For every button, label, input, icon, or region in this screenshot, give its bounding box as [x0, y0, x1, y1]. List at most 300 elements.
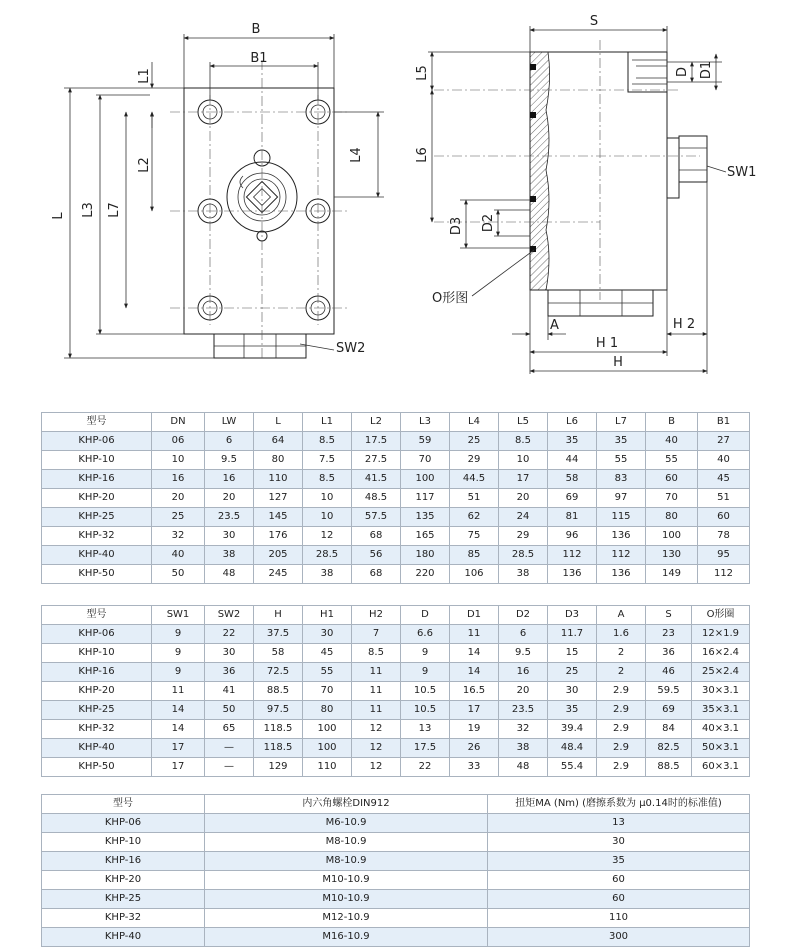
table-cell: 9	[401, 663, 450, 682]
model-cell: KHP-06	[42, 814, 205, 833]
column-header: L2	[352, 413, 401, 432]
table-row	[42, 928, 750, 947]
table-cell: 45	[698, 470, 750, 489]
dim-l4: L4	[349, 147, 364, 163]
table-cell: 10	[499, 451, 548, 470]
model-cell: KHP-06	[42, 432, 152, 451]
table-row	[42, 470, 750, 489]
table-row	[42, 625, 750, 644]
column-header: SW2	[205, 606, 254, 625]
table-cell: 30	[205, 527, 254, 546]
table-cell: 110	[488, 909, 750, 928]
dim-s: S	[589, 14, 599, 29]
table-cell: 13	[401, 720, 450, 739]
table-row	[42, 489, 750, 508]
column-header: 型号	[42, 413, 152, 432]
column-header: DN	[152, 413, 205, 432]
column-header: SW1	[152, 606, 205, 625]
model-cell: KHP-32	[42, 909, 205, 928]
model-cell: KHP-10	[42, 451, 152, 470]
table-cell: 17	[450, 701, 499, 720]
table-cell: 29	[499, 527, 548, 546]
table-cell: 17	[499, 470, 548, 489]
table-cell: 06	[152, 432, 205, 451]
table-cell: 16.5	[450, 682, 499, 701]
dimension-table-2	[41, 605, 750, 777]
dim-l1: L1	[137, 68, 152, 84]
column-header: D	[401, 606, 450, 625]
table-cell: 25	[548, 663, 597, 682]
table-row	[42, 758, 750, 777]
table-cell: 2	[597, 644, 646, 663]
table-cell: 84	[646, 720, 692, 739]
table-cell: 12	[352, 758, 401, 777]
table-cell: 14	[450, 644, 499, 663]
table-row	[42, 663, 750, 682]
model-cell: KHP-06	[42, 625, 152, 644]
table-cell: 30	[303, 625, 352, 644]
dim-l5: L5	[415, 65, 430, 81]
table-cell: —	[205, 739, 254, 758]
table-cell: 60×3.1	[692, 758, 750, 777]
table-cell: 29	[450, 451, 499, 470]
column-header: H	[254, 606, 303, 625]
column-header: D3	[548, 606, 597, 625]
table-cell: 75	[450, 527, 499, 546]
column-header: L5	[499, 413, 548, 432]
table-cell: 30	[205, 644, 254, 663]
table-cell: 19	[450, 720, 499, 739]
table-cell: 50	[152, 565, 205, 584]
table-cell: 81	[548, 508, 597, 527]
table-cell: 48.5	[352, 489, 401, 508]
table-cell: 118.5	[254, 720, 303, 739]
table-cell: 46	[646, 663, 692, 682]
label-sw1: SW1	[727, 165, 757, 180]
table-cell: 80	[254, 451, 303, 470]
table-cell: 10	[152, 451, 205, 470]
table-cell: 8.5	[499, 432, 548, 451]
table-cell: 41	[205, 682, 254, 701]
label-o-ring: O形图	[432, 291, 469, 306]
table-cell: 23.5	[499, 701, 548, 720]
table-cell: 9	[152, 644, 205, 663]
table-cell: 106	[450, 565, 499, 584]
table-row	[42, 833, 750, 852]
table-cell: 28.5	[499, 546, 548, 565]
model-cell: KHP-20	[42, 489, 152, 508]
table-cell: 136	[548, 565, 597, 584]
table-cell: 23.5	[205, 508, 254, 527]
table-cell: 112	[548, 546, 597, 565]
table-cell: 60	[488, 871, 750, 890]
table-row	[42, 909, 750, 928]
model-cell: KHP-32	[42, 720, 152, 739]
table-row	[42, 644, 750, 663]
table-cell: 9	[152, 625, 205, 644]
model-cell: KHP-16	[42, 852, 205, 871]
model-cell: KHP-20	[42, 682, 152, 701]
table-row	[42, 871, 750, 890]
column-header: L	[254, 413, 303, 432]
table-cell: 115	[597, 508, 646, 527]
table-cell: 38	[499, 739, 548, 758]
table-cell: 28.5	[303, 546, 352, 565]
table-cell: 129	[254, 758, 303, 777]
table-cell: 10	[303, 508, 352, 527]
table-cell: 117	[401, 489, 450, 508]
table-cell: 6	[499, 625, 548, 644]
table-row	[42, 432, 750, 451]
table-cell: 39.4	[548, 720, 597, 739]
table-cell: 83	[597, 470, 646, 489]
table-cell: 14	[152, 720, 205, 739]
table-cell: 11	[450, 625, 499, 644]
table-cell: 97	[597, 489, 646, 508]
table-row	[42, 739, 750, 758]
table-cell: 6	[205, 432, 254, 451]
table-cell: 96	[548, 527, 597, 546]
table-cell: 8.5	[303, 432, 352, 451]
table-row	[42, 852, 750, 871]
dim-l: L	[51, 212, 66, 220]
table-cell: M10-10.9	[205, 890, 488, 909]
table-cell: 48.4	[548, 739, 597, 758]
table-cell: 110	[303, 758, 352, 777]
column-header: L4	[450, 413, 499, 432]
table-row	[42, 720, 750, 739]
table-cell: 38	[205, 546, 254, 565]
table-cell: 69	[646, 701, 692, 720]
model-cell: KHP-20	[42, 871, 205, 890]
table-cell: 64	[254, 432, 303, 451]
dim-d: D	[675, 66, 690, 78]
column-header: B1	[698, 413, 750, 432]
table-cell: 78	[698, 527, 750, 546]
table-cell: 2.9	[597, 739, 646, 758]
table-cell: 17.5	[352, 432, 401, 451]
model-cell: KHP-16	[42, 470, 152, 489]
column-header: H2	[352, 606, 401, 625]
table-cell: 51	[450, 489, 499, 508]
table-cell: 25	[450, 432, 499, 451]
model-cell: KHP-25	[42, 701, 152, 720]
dim-a: A	[550, 318, 559, 333]
table-row	[42, 565, 750, 584]
table-cell: 110	[254, 470, 303, 489]
table-cell: —	[205, 758, 254, 777]
column-header: LW	[205, 413, 254, 432]
table-cell: 32	[499, 720, 548, 739]
dim-d1: D1	[699, 60, 714, 80]
table-cell: 180	[401, 546, 450, 565]
dimension-table-1	[41, 412, 750, 584]
table-cell: 70	[401, 451, 450, 470]
table-cell: 60	[698, 508, 750, 527]
table-cell: 2.9	[597, 682, 646, 701]
table-cell: 60	[488, 890, 750, 909]
table-cell: 38	[499, 565, 548, 584]
table-cell: 16	[499, 663, 548, 682]
table-cell: 72.5	[254, 663, 303, 682]
table-cell: 7.5	[303, 451, 352, 470]
table-cell: 11	[352, 663, 401, 682]
table-cell: 55	[303, 663, 352, 682]
technical-drawing	[0, 0, 790, 395]
front-view	[51, 22, 384, 360]
table-cell: 22	[401, 758, 450, 777]
table-cell: 100	[401, 470, 450, 489]
table-cell: 12	[303, 527, 352, 546]
table-cell: 11	[352, 701, 401, 720]
table-cell: 2.9	[597, 758, 646, 777]
table-cell: 70	[646, 489, 698, 508]
table-cell: 32	[152, 527, 205, 546]
table-cell: 59	[401, 432, 450, 451]
table-cell: 17	[152, 758, 205, 777]
table-cell: 38	[303, 565, 352, 584]
table-cell: 8.5	[352, 644, 401, 663]
table-cell: 145	[254, 508, 303, 527]
dim-h1: H 1	[595, 336, 619, 351]
table-cell: 35	[548, 432, 597, 451]
table-cell: 82.5	[646, 739, 692, 758]
table-cell: 41.5	[352, 470, 401, 489]
side-view	[415, 14, 756, 374]
table-cell: 40	[646, 432, 698, 451]
dim-l2: L2	[137, 157, 152, 173]
table-cell: 176	[254, 527, 303, 546]
table-cell: 127	[254, 489, 303, 508]
table-row	[42, 546, 750, 565]
table-cell: 50×3.1	[692, 739, 750, 758]
table-cell: 12	[352, 720, 401, 739]
table-cell: 149	[646, 565, 698, 584]
table-cell: 20	[152, 489, 205, 508]
model-cell: KHP-40	[42, 546, 152, 565]
table-cell: 205	[254, 546, 303, 565]
table-cell: 30×3.1	[692, 682, 750, 701]
table-cell: 300	[488, 928, 750, 947]
column-header: D1	[450, 606, 499, 625]
table-cell: 1.6	[597, 625, 646, 644]
table-cell: 40	[152, 546, 205, 565]
table-cell: 14	[152, 701, 205, 720]
model-cell: KHP-25	[42, 508, 152, 527]
table-cell: 30	[488, 833, 750, 852]
table-cell: M10-10.9	[205, 871, 488, 890]
table-cell: 245	[254, 565, 303, 584]
table-row	[42, 814, 750, 833]
table-cell: 40	[698, 451, 750, 470]
table-cell: 48	[205, 565, 254, 584]
table-cell: 62	[450, 508, 499, 527]
table-cell: M8-10.9	[205, 852, 488, 871]
column-header: A	[597, 606, 646, 625]
table-cell: 80	[646, 508, 698, 527]
column-header: L3	[401, 413, 450, 432]
table-cell: 55	[597, 451, 646, 470]
table-cell: 10	[303, 489, 352, 508]
table-cell: 11	[152, 682, 205, 701]
table-cell: 35	[488, 852, 750, 871]
table-cell: 51	[698, 489, 750, 508]
label-sw2: SW2	[336, 341, 366, 356]
table-cell: 9.5	[205, 451, 254, 470]
column-header: 内六角螺栓DIN912	[205, 795, 488, 814]
table-cell: 100	[303, 739, 352, 758]
table-cell: 68	[352, 527, 401, 546]
table-cell: 58	[254, 644, 303, 663]
table-cell: M12-10.9	[205, 909, 488, 928]
table-cell: 9	[152, 663, 205, 682]
table-cell: 9	[401, 644, 450, 663]
table-cell: 50	[205, 701, 254, 720]
table-cell: 85	[450, 546, 499, 565]
table-cell: 16	[205, 470, 254, 489]
table-cell: 10.5	[401, 682, 450, 701]
table-cell: 69	[548, 489, 597, 508]
table-cell: 12	[352, 739, 401, 758]
table-cell: 55.4	[548, 758, 597, 777]
table-cell: 88.5	[254, 682, 303, 701]
table-cell: 100	[303, 720, 352, 739]
table-cell: 17.5	[401, 739, 450, 758]
table-cell: 25×2.4	[692, 663, 750, 682]
table-cell: 58	[548, 470, 597, 489]
table-cell: 10.5	[401, 701, 450, 720]
column-header: L6	[548, 413, 597, 432]
column-header: 扭矩MA (Nm) (磨擦系数为 μ0.14时的标准值)	[488, 795, 750, 814]
table-cell: 44.5	[450, 470, 499, 489]
table-cell: 30	[548, 682, 597, 701]
table-cell: 20	[499, 489, 548, 508]
table-header-row	[42, 413, 750, 432]
table-cell: 36	[646, 644, 692, 663]
table-cell: 27.5	[352, 451, 401, 470]
table-cell: 35	[597, 432, 646, 451]
model-cell: KHP-50	[42, 758, 152, 777]
model-cell: KHP-10	[42, 644, 152, 663]
table-cell: 112	[597, 546, 646, 565]
table-row	[42, 451, 750, 470]
table-row	[42, 701, 750, 720]
column-header: D2	[499, 606, 548, 625]
table-cell: 37.5	[254, 625, 303, 644]
table-cell: 59.5	[646, 682, 692, 701]
table-cell: 24	[499, 508, 548, 527]
table-cell: 25	[152, 508, 205, 527]
table-cell: 13	[488, 814, 750, 833]
table-cell: 130	[646, 546, 698, 565]
dim-b1: B1	[250, 51, 268, 66]
table-cell: 11.7	[548, 625, 597, 644]
table-cell: 20	[205, 489, 254, 508]
table-cell: 9.5	[499, 644, 548, 663]
table-cell: 26	[450, 739, 499, 758]
model-cell: KHP-16	[42, 663, 152, 682]
column-header: L1	[303, 413, 352, 432]
table-cell: 2.9	[597, 720, 646, 739]
table-cell: 97.5	[254, 701, 303, 720]
side-body	[530, 52, 667, 290]
table-cell: 35	[548, 701, 597, 720]
table-cell: 22	[205, 625, 254, 644]
table-header-row	[42, 795, 750, 814]
table-cell: 7	[352, 625, 401, 644]
table-cell: 2.9	[597, 701, 646, 720]
table-header-row	[42, 606, 750, 625]
table-cell: 56	[352, 546, 401, 565]
table-cell: 95	[698, 546, 750, 565]
dim-l7: L7	[107, 202, 122, 218]
column-header: S	[646, 606, 692, 625]
table-cell: 48	[499, 758, 548, 777]
table-cell: 33	[450, 758, 499, 777]
table-cell: 136	[597, 565, 646, 584]
column-header: O形圈	[692, 606, 750, 625]
table-row	[42, 682, 750, 701]
dim-b: B	[251, 22, 261, 37]
table-cell: 68	[352, 565, 401, 584]
table-cell: 17	[152, 739, 205, 758]
table-cell: 135	[401, 508, 450, 527]
dim-l6: L6	[415, 147, 430, 163]
table-cell: 35×3.1	[692, 701, 750, 720]
model-cell: KHP-32	[42, 527, 152, 546]
table-cell: 88.5	[646, 758, 692, 777]
table-cell: 112	[698, 565, 750, 584]
model-cell: KHP-50	[42, 565, 152, 584]
table-cell: 165	[401, 527, 450, 546]
table-cell: M8-10.9	[205, 833, 488, 852]
table-cell: 6.6	[401, 625, 450, 644]
table-cell: 23	[646, 625, 692, 644]
table-row	[42, 508, 750, 527]
table-cell: 27	[698, 432, 750, 451]
table-cell: 2	[597, 663, 646, 682]
table-cell: 220	[401, 565, 450, 584]
dim-l3: L3	[81, 202, 96, 218]
column-header: B	[646, 413, 698, 432]
table-cell: 136	[597, 527, 646, 546]
table-cell: 55	[646, 451, 698, 470]
table-cell: M16-10.9	[205, 928, 488, 947]
table-cell: 36	[205, 663, 254, 682]
table-row	[42, 890, 750, 909]
table-cell: 57.5	[352, 508, 401, 527]
column-header: 型号	[42, 795, 205, 814]
table-cell: 12×1.9	[692, 625, 750, 644]
dim-d2: D2	[481, 213, 496, 233]
table-cell: 8.5	[303, 470, 352, 489]
model-cell: KHP-25	[42, 890, 205, 909]
column-header: 型号	[42, 606, 152, 625]
table-cell: 65	[205, 720, 254, 739]
model-cell: KHP-10	[42, 833, 205, 852]
bolt-torque-table	[41, 794, 750, 947]
table-cell: 100	[646, 527, 698, 546]
table-cell: M6-10.9	[205, 814, 488, 833]
table-cell: 40×3.1	[692, 720, 750, 739]
table-cell: 60	[646, 470, 698, 489]
dim-h: H	[613, 355, 623, 370]
table-cell: 20	[499, 682, 548, 701]
dim-d3: D3	[449, 216, 464, 236]
table-cell: 16	[152, 470, 205, 489]
dim-h2: H 2	[672, 317, 696, 332]
table-cell: 80	[303, 701, 352, 720]
